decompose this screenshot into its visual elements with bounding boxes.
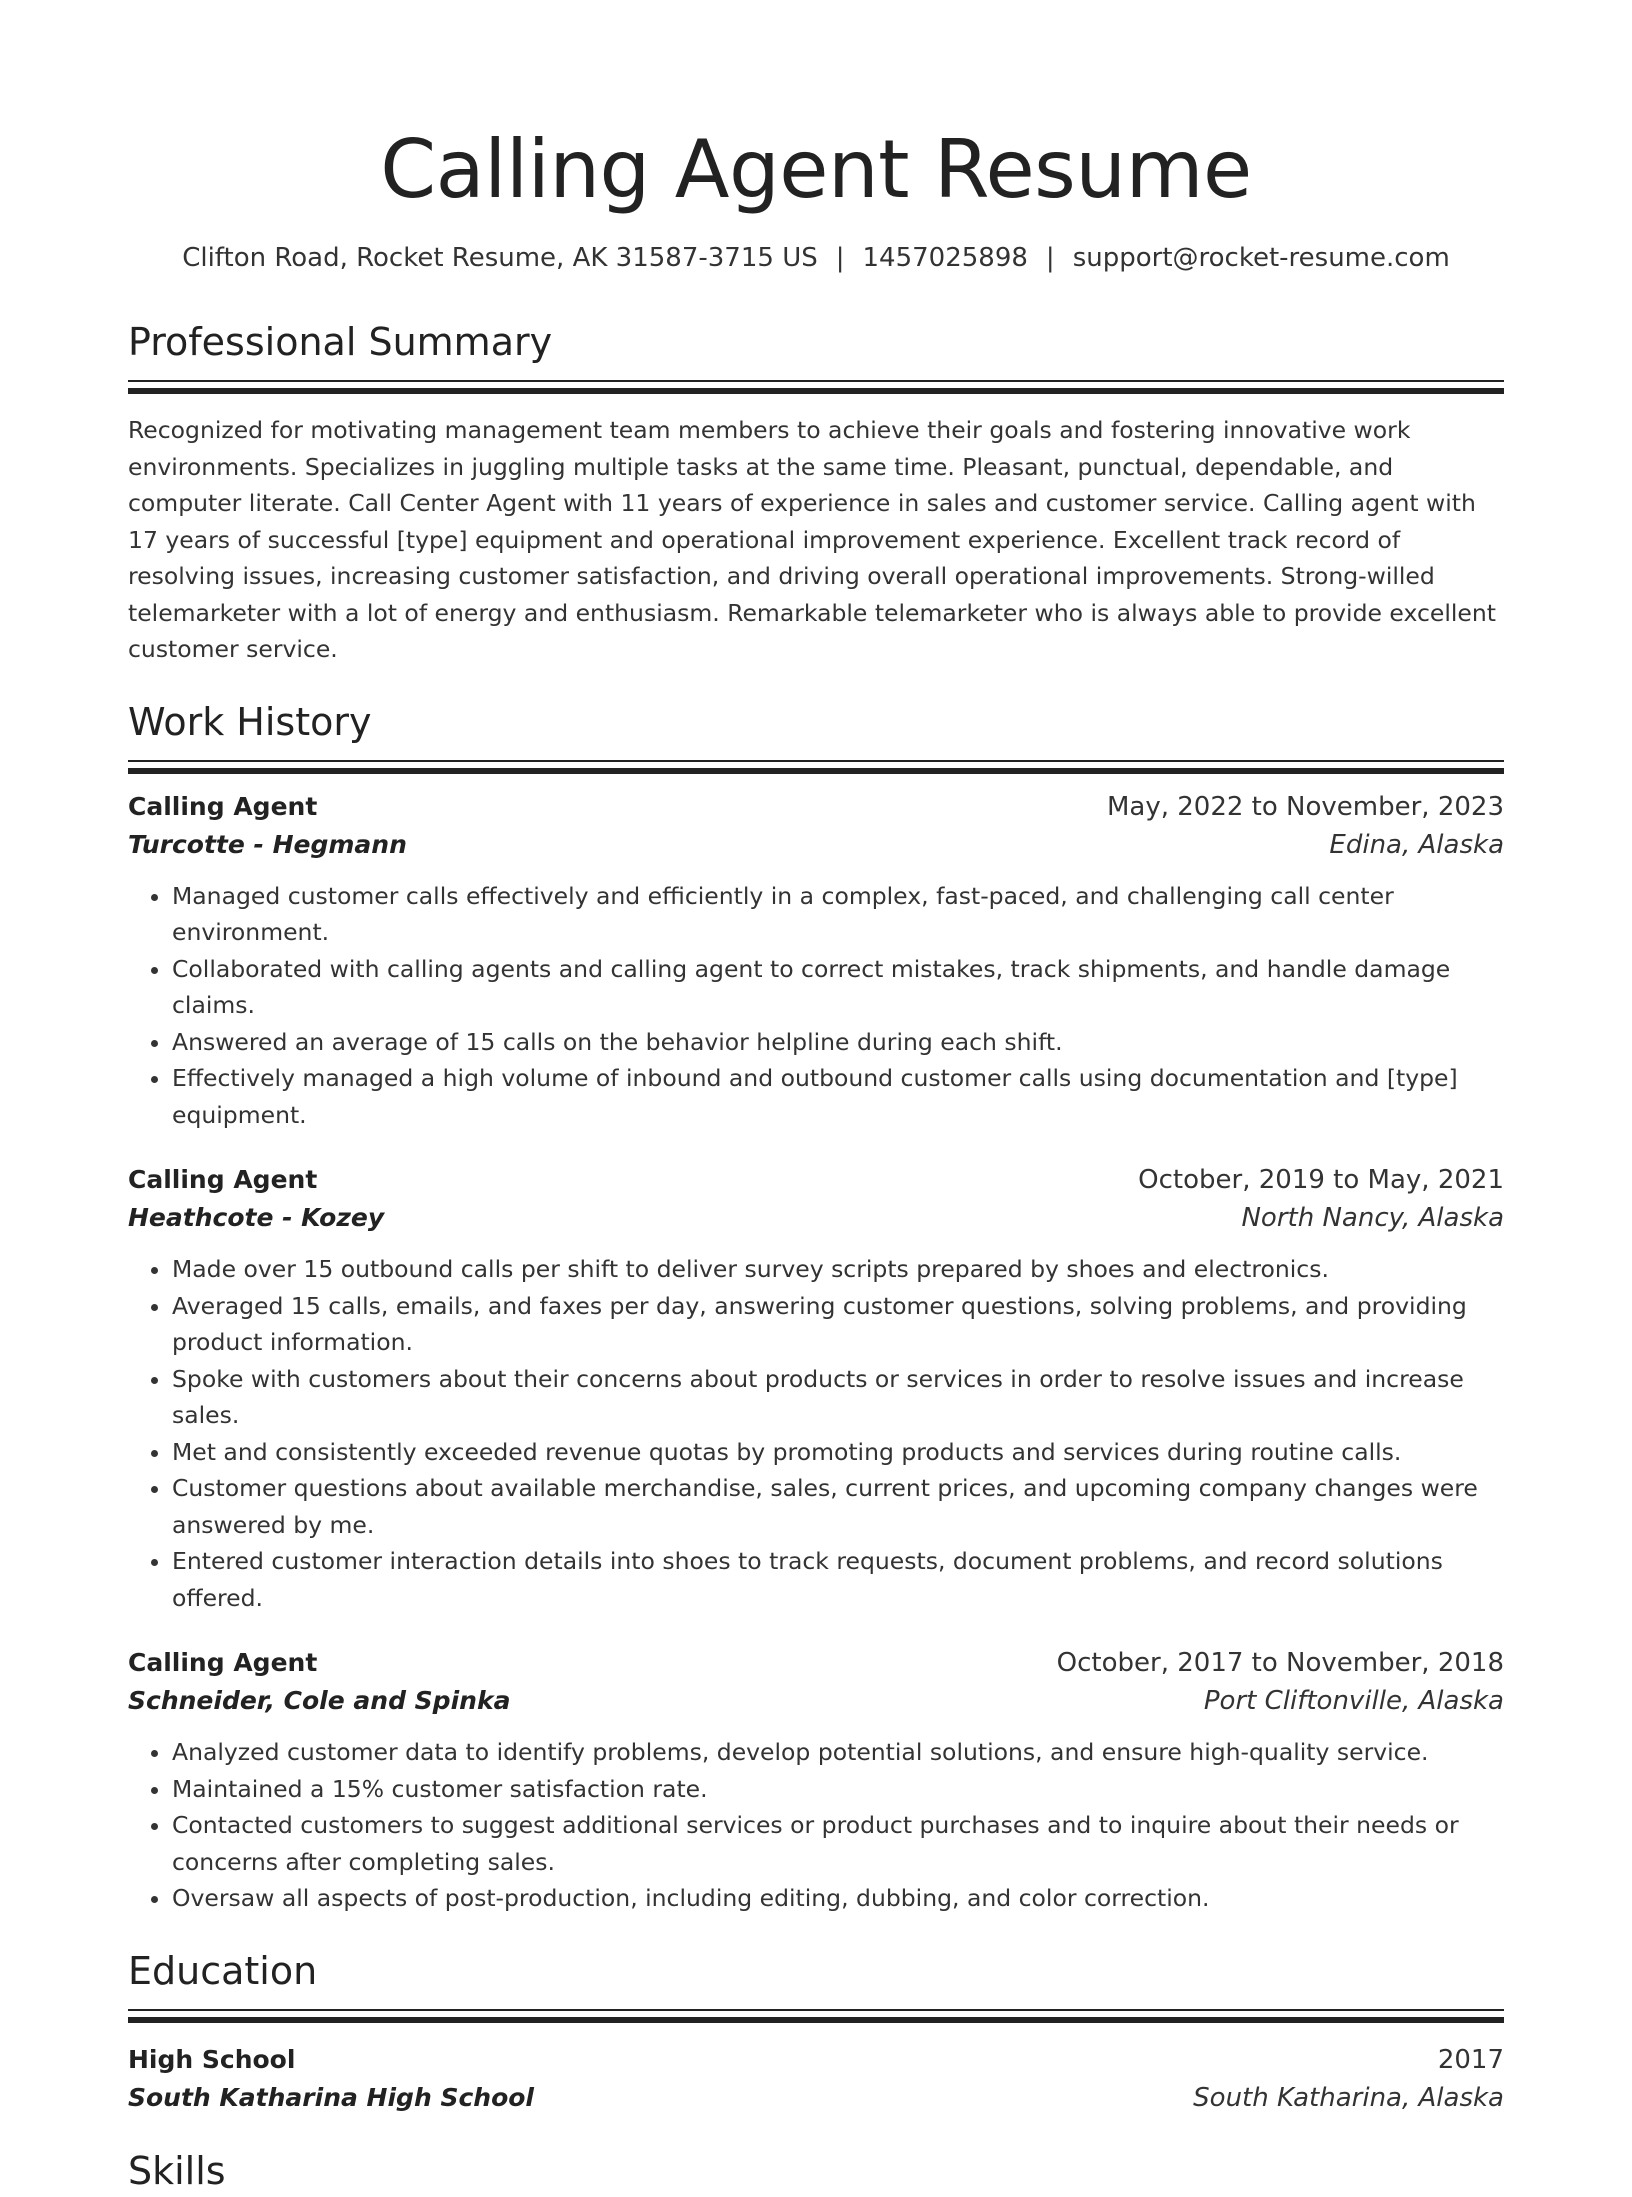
education-heading: Education (128, 1948, 318, 1993)
job-bullet: • Made over 15 outbound calls per shift to deliver survey scripts prepared by shoes and electronics. (172, 1251, 1504, 1288)
heading-rule-thick (128, 768, 1504, 774)
contact-line (128, 240, 1504, 276)
job-bullet-list (128, 1734, 1504, 1917)
job-location: North Nancy, Alaska (1241, 1203, 1504, 1233)
education-entry (128, 2041, 1504, 2117)
job-location: Port Cliftonville, Alaska (1203, 1686, 1504, 1716)
job-bullet: • Managed customer calls effectively and efficiently in a complex, fast-paced, and challenging call center environment. (172, 878, 1504, 951)
job-bullet: • Entered customer interaction details into shoes to track requests, document problems, and record solutions offered. (172, 1543, 1504, 1616)
job-dates: October, 2017 to November, 2018 (1056, 1648, 1504, 1678)
job-company: Heathcote - Kozey (128, 1203, 385, 1232)
resume-page (128, 0, 1504, 2197)
job-bullet: • Effectively managed a high volume of inbound and outbound customer calls using documentation and [type] equipment. (172, 1060, 1504, 1133)
heading-rule-thick (128, 2017, 1504, 2023)
heading-rule-thin (128, 380, 1504, 382)
job-bullet: • Analyzed customer data to identify problems, develop potential solutions, and ensure high-quality service. (172, 1734, 1504, 1771)
job-company: Schneider, Cole and Spinka (128, 1686, 511, 1715)
job-bullet: • Maintained a 15% customer satisfaction rate. (172, 1771, 1504, 1808)
job-header-row (128, 1161, 1504, 1199)
education-degree: High School (128, 2044, 296, 2074)
job-header-row (128, 788, 1504, 826)
contact-email: support@rocket-resume.com (1072, 243, 1450, 273)
job-bullet: • Contacted customers to suggest additional services or product purchases and to inquire about their needs or concerns after completing sales. (172, 1807, 1504, 1880)
education-location: South Katharina, Alaska (1193, 2082, 1504, 2113)
summary-section (128, 316, 1504, 668)
job-bullet: • Spoke with customers about their concerns about products or services in order to resolve issues and increase sales. (172, 1361, 1504, 1434)
job-bullet: • Met and consistently exceeded revenue quotas by promoting products and services during routine calls. (172, 1434, 1504, 1471)
contact-separator: | (1045, 243, 1055, 273)
work-history-heading: Work History (128, 699, 372, 744)
job-entry (128, 1644, 1504, 1917)
contact-separator: | (835, 243, 845, 273)
skills-section (128, 2145, 1504, 2197)
summary-heading: Professional Summary (128, 320, 553, 364)
job-company-row (128, 1682, 1504, 1720)
education-school-row (128, 2079, 1504, 2117)
contact-address: Clifton Road, Rocket Resume, AK 31587-3715 US (182, 243, 818, 273)
job-title: Calling Agent (128, 1648, 318, 1677)
heading-rule-thin (128, 760, 1504, 762)
job-bullet-list (128, 1251, 1504, 1616)
skills-heading: Skills (128, 2148, 226, 2193)
job-title: Calling Agent (128, 1165, 318, 1194)
job-bullet: • Answered an average of 15 calls on the behavior helpline during each shift. (172, 1024, 1504, 1061)
education-section (128, 1945, 1504, 2117)
job-title: Calling Agent (128, 791, 318, 821)
education-school: South Katharina High School (128, 2082, 534, 2112)
job-bullet: • Collaborated with calling agents and calling agent to correct mistakes, track shipments, and handle damage claims. (172, 951, 1504, 1024)
job-company-row (128, 826, 1504, 864)
job-bullet: • Oversaw all aspects of post-production, including editing, dubbing, and color correction. (172, 1880, 1504, 1917)
education-year: 2017 (1437, 2044, 1504, 2075)
job-dates: October, 2019 to May, 2021 (1138, 1165, 1504, 1195)
heading-rule-thin (128, 2009, 1504, 2011)
job-bullet-list (128, 878, 1504, 1134)
job-entry (128, 1161, 1504, 1616)
job-bullet: • Averaged 15 calls, emails, and faxes per day, answering customer questions, solving problems, and providing product information. (172, 1288, 1504, 1361)
resume-title: Calling Agent Resume (380, 123, 1252, 216)
job-company: Turcotte - Hegmann (128, 829, 407, 859)
job-header-row (128, 1644, 1504, 1682)
job-dates: May, 2022 to November, 2023 (1106, 791, 1504, 822)
job-company-row (128, 1199, 1504, 1237)
summary-text: Recognized for motivating management team members to achieve their goals and fostering innovative work environments. Specializes in juggling multiple tasks at the same time. Pleasant, punctual, dependable, and computer literate. Call Center Agent with 11 years of experience in sales and customer service. Calling agent with 17 years of successful [type] equipment and operational improvement experience. Excellent track record of resolving issues, increasing customer satisfaction, and driving overall operational improvements. Strong-willed telemarketer with a lot of energy and enthusiasm. Remarkable telemarketer who is always able to provide excellent customer service. (128, 416, 1496, 663)
heading-rule-thick (128, 388, 1504, 394)
job-location: Edina, Alaska (1329, 829, 1504, 860)
job-bullet: • Customer questions about available merchandise, sales, current prices, and upcoming company changes were answered by me. (172, 1470, 1504, 1543)
work-history-section (128, 696, 1504, 1917)
contact-phone: 1457025898 (862, 243, 1028, 273)
job-entry (128, 788, 1504, 1134)
education-header-row (128, 2041, 1504, 2079)
